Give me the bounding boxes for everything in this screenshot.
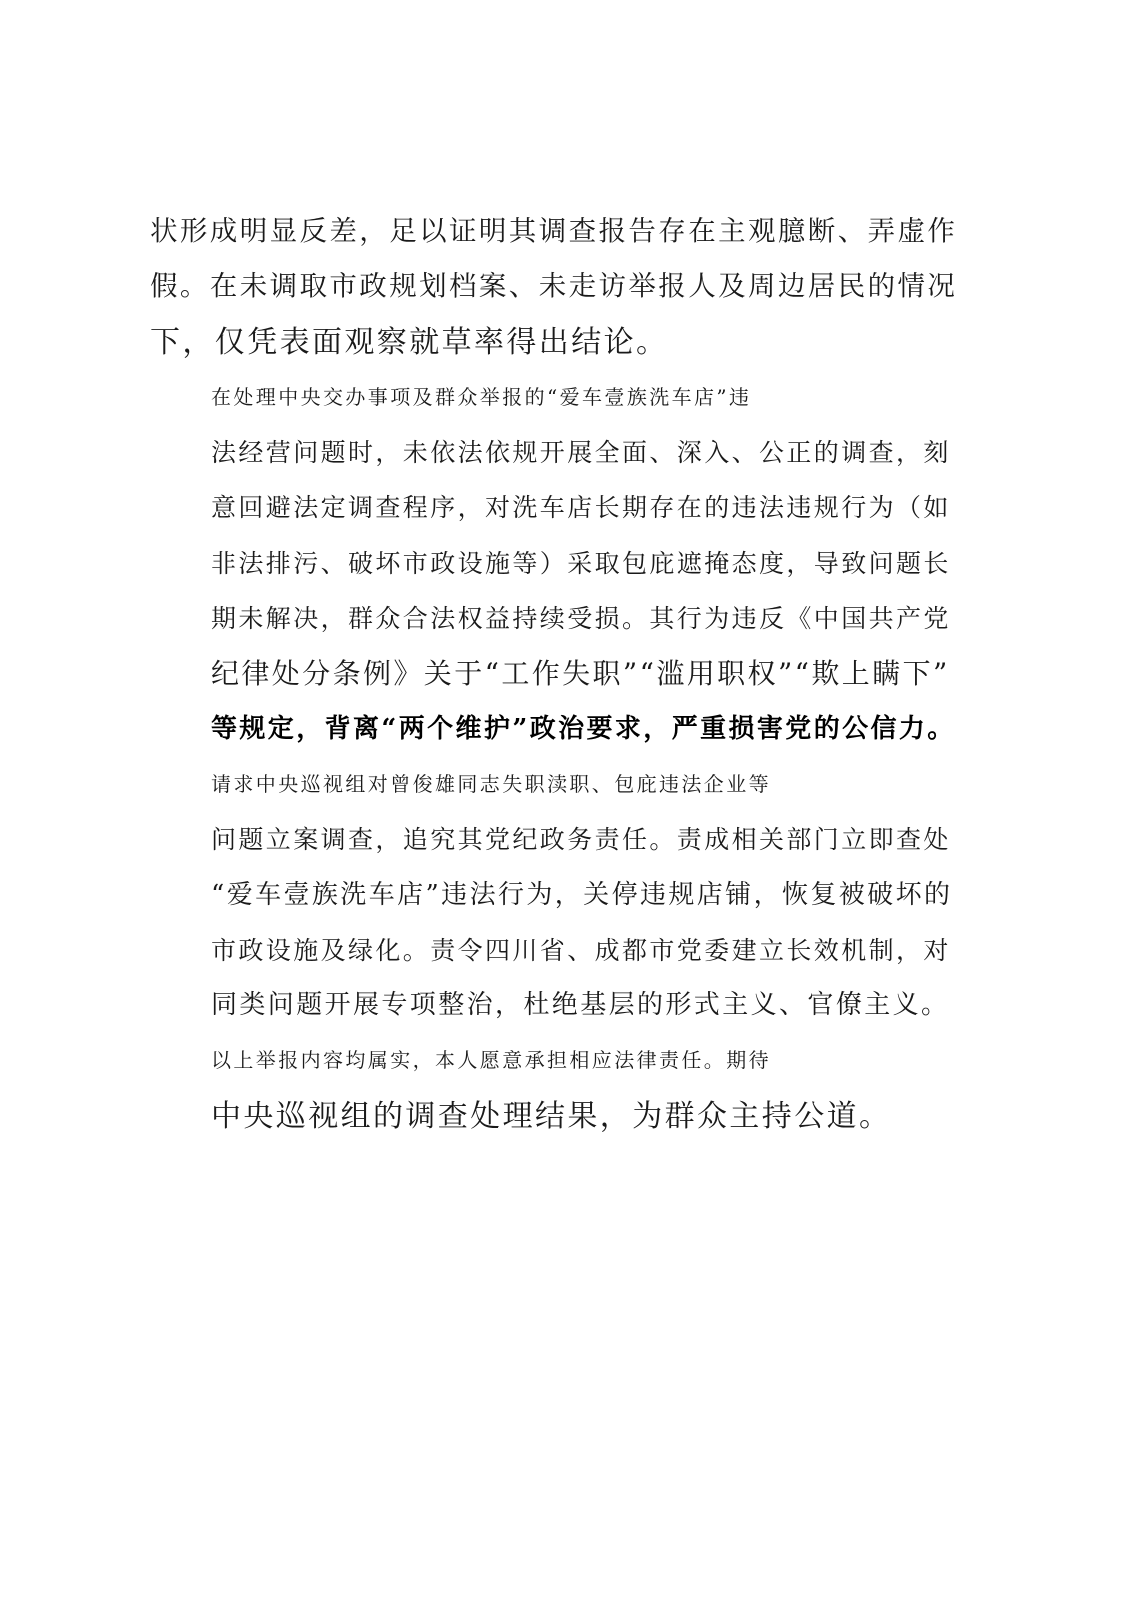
paragraph-2 [150,370,960,757]
text-line: 中央巡视组的调查处理结果，为群众主持公道。 [211,1098,892,1134]
paragraph-4 [150,1033,960,1144]
text-line: 问题立案调查，追究其党纪政务责任。责成相关部门立即查处 [211,825,951,855]
text-line: 假。在未调取市政规划档案、未走访举报人及周边居民的情况 [150,270,958,303]
text-line: 意回避法定调查程序，对洗车店长期存在的违法违规行为（如 [211,493,951,523]
paragraph-1 [150,204,960,370]
text-line: 期未解决，群众合法权益持续受损。其行为违反《中国共产党 [211,604,951,634]
text-line: 下，仅凭表面观察就草率得出结论。 [150,324,669,360]
text-line: 市政设施及绿化。责令四川省、成都市党委建立长效机制，对 [211,935,951,965]
text-line: 以上举报内容均属实，本人愿意承担相应法律责任。期待 [211,1048,771,1073]
text-line: 法经营问题时，未依法依规开展全面、深入、公正的调查，刻 [211,438,951,468]
text-line: 请求中央巡视组对曾俊雄同志失职渎职、包庇违法企业等 [211,771,771,796]
text-line: “爱车壹族洗车店”违法行为，关停违规店铺，恢复被破坏的 [211,879,953,910]
text-line: 同类问题开展专项整治，杜绝基层的形式主义、官僚主义。 [211,990,950,1021]
text-line-bold: 等规定，背离“两个维护”政治要求，严重损害党的公信力。 [211,713,956,744]
paragraph-3 [150,757,960,1033]
text-line: 非法排污、破坏市政设施等）采取包庇遮掩态度，导致问题长 [211,548,951,578]
text-line: 在处理中央交办事项及群众举报的“爱车壹族洗车店”违 [211,384,752,409]
text-line: 状形成明显反差，足以证明其调查报告存在主观臆断、弄虚作 [150,215,958,247]
document-body [150,204,960,1144]
text-line: 纪律处分条例》关于“工作失职”“滥用职权”“欺上瞒下” [211,657,950,691]
